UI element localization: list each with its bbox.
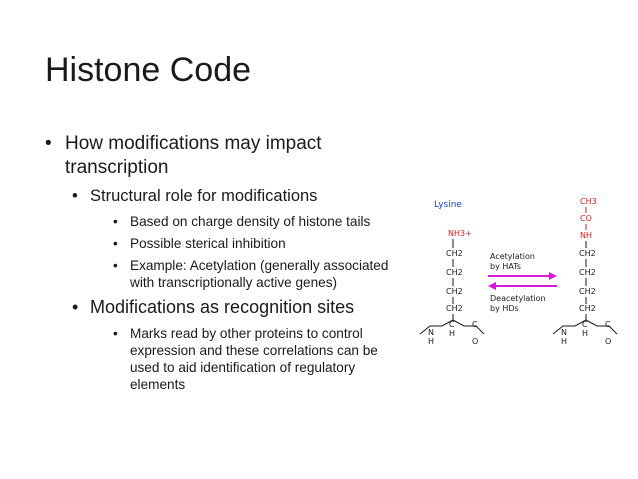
bullet-level3 (113, 235, 405, 252)
backbone-alpha-h: H (449, 329, 456, 338)
bullet-text: Structural role for modifications (90, 187, 318, 205)
backbone-o: O (605, 337, 612, 346)
bullet-level3 (113, 325, 405, 393)
backbone-c: C (472, 320, 478, 329)
right-nh-label: NH (580, 231, 592, 240)
slide-title: Histone Code (45, 51, 252, 89)
right-co-label: CO (580, 214, 592, 223)
left-nh3-label: NH3+ (448, 229, 472, 238)
backbone-n: N (428, 328, 434, 337)
right-ch2-label: CH2 (579, 304, 596, 313)
bullet-dot: • (113, 214, 118, 229)
deacetylation-label: Deacetylation (490, 294, 546, 303)
bullet-text: Example: Acetylation (generally associated with transcriptionally active genes) (130, 258, 389, 290)
bullet-level2 (72, 186, 405, 207)
bullet-dot: • (113, 236, 118, 251)
backbone-h: H (428, 337, 435, 346)
left-ch2-label: CH2 (446, 304, 463, 313)
backbone-c-alpha: C (449, 320, 455, 329)
bullet-text: Modifications as recognition sites (90, 297, 355, 317)
bullet-level2 (72, 296, 405, 319)
forward-arrowhead (549, 272, 557, 280)
slide-body (45, 132, 405, 398)
bullet-dot: • (113, 258, 118, 273)
bullet-text: Possible sterical inhibition (130, 236, 286, 251)
left-ch2-label: CH2 (446, 268, 463, 277)
acetylation-label-hats: by HATs (490, 262, 521, 271)
bullet-level3 (113, 257, 405, 291)
bullet-text: Marks read by other proteins to control expression and these correlations can be used to aid identification of regulatory elements (130, 326, 378, 392)
reverse-arrowhead (488, 282, 496, 290)
left-ch2-label: CH2 (446, 249, 463, 258)
bullet-level3 (113, 213, 405, 230)
backbone-alpha-h: H (582, 329, 589, 338)
right-ch2-label: CH2 (579, 249, 596, 258)
bullet-text: How modifications may impact transcription (65, 133, 322, 178)
left-ch2-label: CH2 (446, 287, 463, 296)
backbone-c-alpha: C (582, 320, 588, 329)
backbone-c: C (605, 320, 611, 329)
acetylation-diagram (412, 190, 638, 350)
backbone-n: N (561, 328, 567, 337)
bullet-dot: • (72, 297, 79, 317)
right-ch2-label: CH2 (579, 287, 596, 296)
backbone-o: O (472, 337, 479, 346)
bullet-text: Based on charge density of histone tails (130, 214, 371, 229)
acetylation-label: Acetylation (490, 252, 535, 261)
right-ch2-label: CH2 (579, 268, 596, 277)
backbone-h: H (561, 337, 568, 346)
bullet-dot: • (45, 133, 52, 154)
bullet-dot: • (113, 326, 118, 341)
lysine-label: Lysine (434, 200, 462, 210)
bullet-dot: • (72, 187, 78, 205)
deacetylation-label-hds: by HDs (490, 304, 519, 313)
bullet-level1 (45, 132, 405, 180)
right-ch3-label: CH3 (580, 197, 597, 206)
